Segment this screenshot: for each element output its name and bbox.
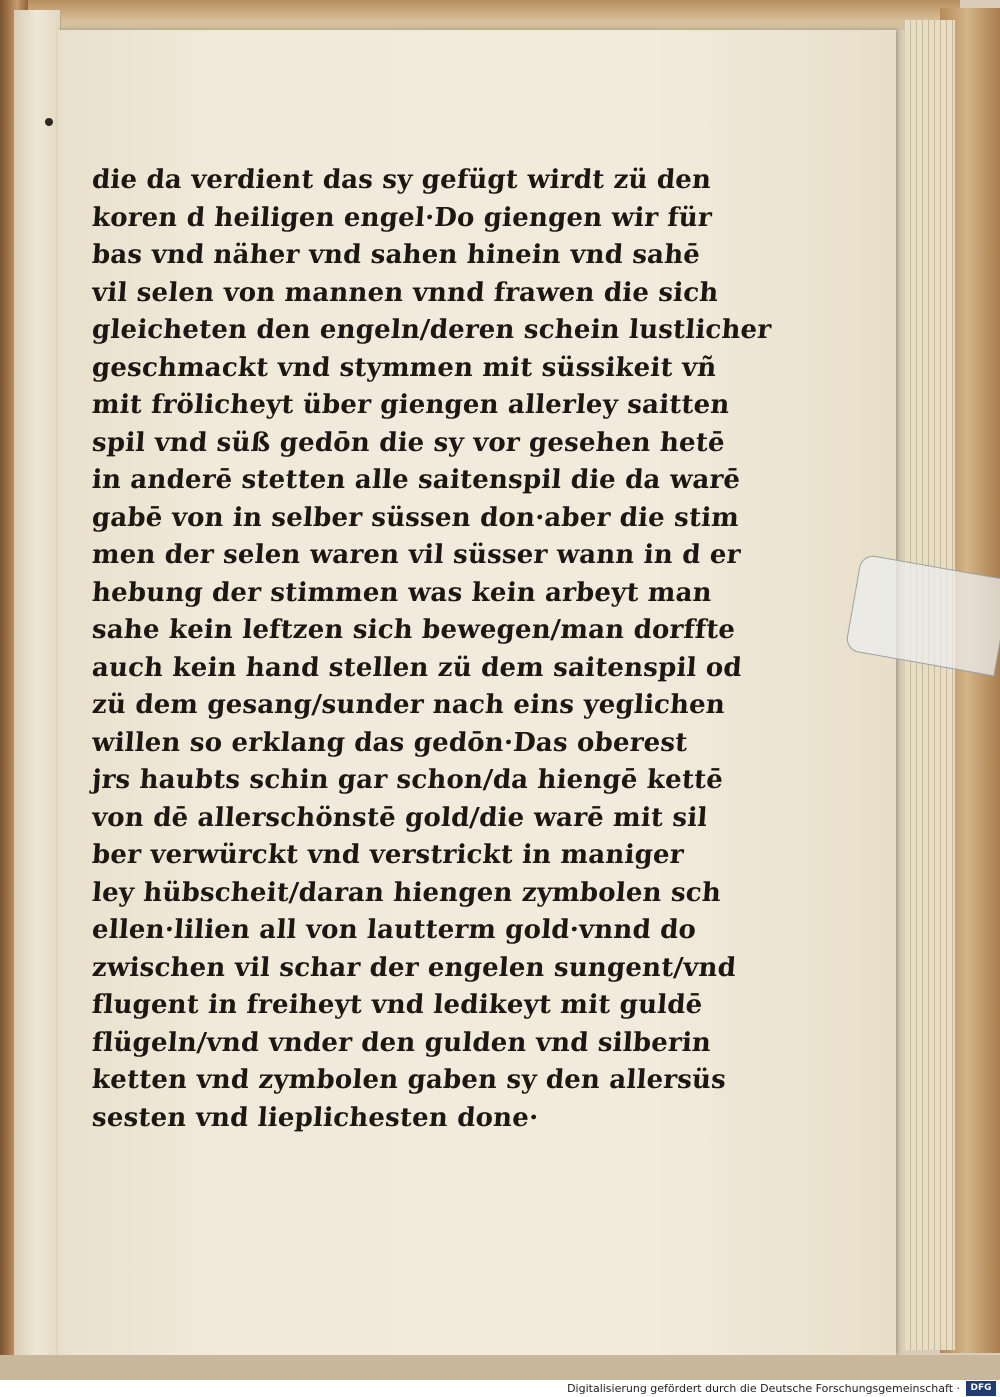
text-line: zwischen vil schar der engelen sungent/vnd — [91, 952, 738, 983]
text-line: in anderē stetten alle saitenspil die da warē — [91, 465, 742, 495]
text-line: auch kein hand stellen zü dem saitenspil od — [91, 652, 743, 683]
text-line: ber verwürckt vnd verstrickt in maniger — [91, 840, 685, 870]
text-line: ketten vnd zymbolen gaben sy den allersüs — [91, 1065, 728, 1095]
text-line: die da verdient das sy gefügt wirdt zü den — [91, 165, 713, 195]
text-line: sesten vnd lieplichesten done· — [91, 1102, 540, 1133]
text-line: sahe kein leftzen sich bewegen/man dorffte — [91, 615, 737, 645]
text-line: gleicheten den engeln/deren schein lustlicher — [91, 315, 773, 345]
text-line: von dē allerschönstē gold/die warē mit sil — [91, 802, 709, 833]
text-line: flügeln/vnd vnder den gulden vnd silberin — [91, 1027, 713, 1058]
page-stack-edge — [905, 20, 955, 1350]
text-line: zü dem gesang/sunder nach eins yeglichen — [91, 690, 727, 720]
text-line: koren d heiligen engel·Do giengen wir für — [91, 202, 713, 233]
footer-bar — [0, 1380, 1000, 1397]
text-line: bas vnd näher vnd sahen hinein vnd sahē — [91, 240, 702, 270]
text-line: ley hübscheit/daran hiengen zymbolen sch — [91, 877, 723, 908]
dfg-logo-icon: DFG — [966, 1381, 996, 1396]
text-line: ellen·lilien all von lautterm gold·vnnd do — [91, 915, 698, 945]
text-line: hebung der stimmen was kein arbeyt man — [91, 577, 713, 608]
text-line: men der selen waren vil süsser wann in d er — [91, 540, 742, 570]
binding-top-edge — [20, 0, 960, 30]
text-line: gabē von in selber süssen don·aber die stim — [91, 502, 741, 533]
left-page-edge — [14, 10, 61, 1355]
text-line: willen so erklang das gedōn·Das oberest — [91, 727, 689, 758]
text-line: spil vnd süß gedōn die sy vor gesehen hetē — [91, 427, 726, 458]
funding-credit: Digitalisierung gefördert durch die Deutsche Forschungsgemeinschaft · — [567, 1382, 960, 1395]
page-text — [91, 162, 773, 1137]
text-line: jrs haubts schin gar schon/da hiengē kettē — [91, 765, 725, 795]
text-line: vil selen von mannen vnnd frawen die sich — [91, 277, 720, 308]
text-line: flugent in freiheyt vnd ledikeyt mit guldē — [91, 990, 704, 1020]
text-line: geschmackt vnd stymmen mit süssikeit vñ — [91, 352, 718, 383]
text-line: mit frölicheyt über giengen allerley saitten — [91, 390, 731, 420]
spine-mark — [45, 118, 53, 126]
